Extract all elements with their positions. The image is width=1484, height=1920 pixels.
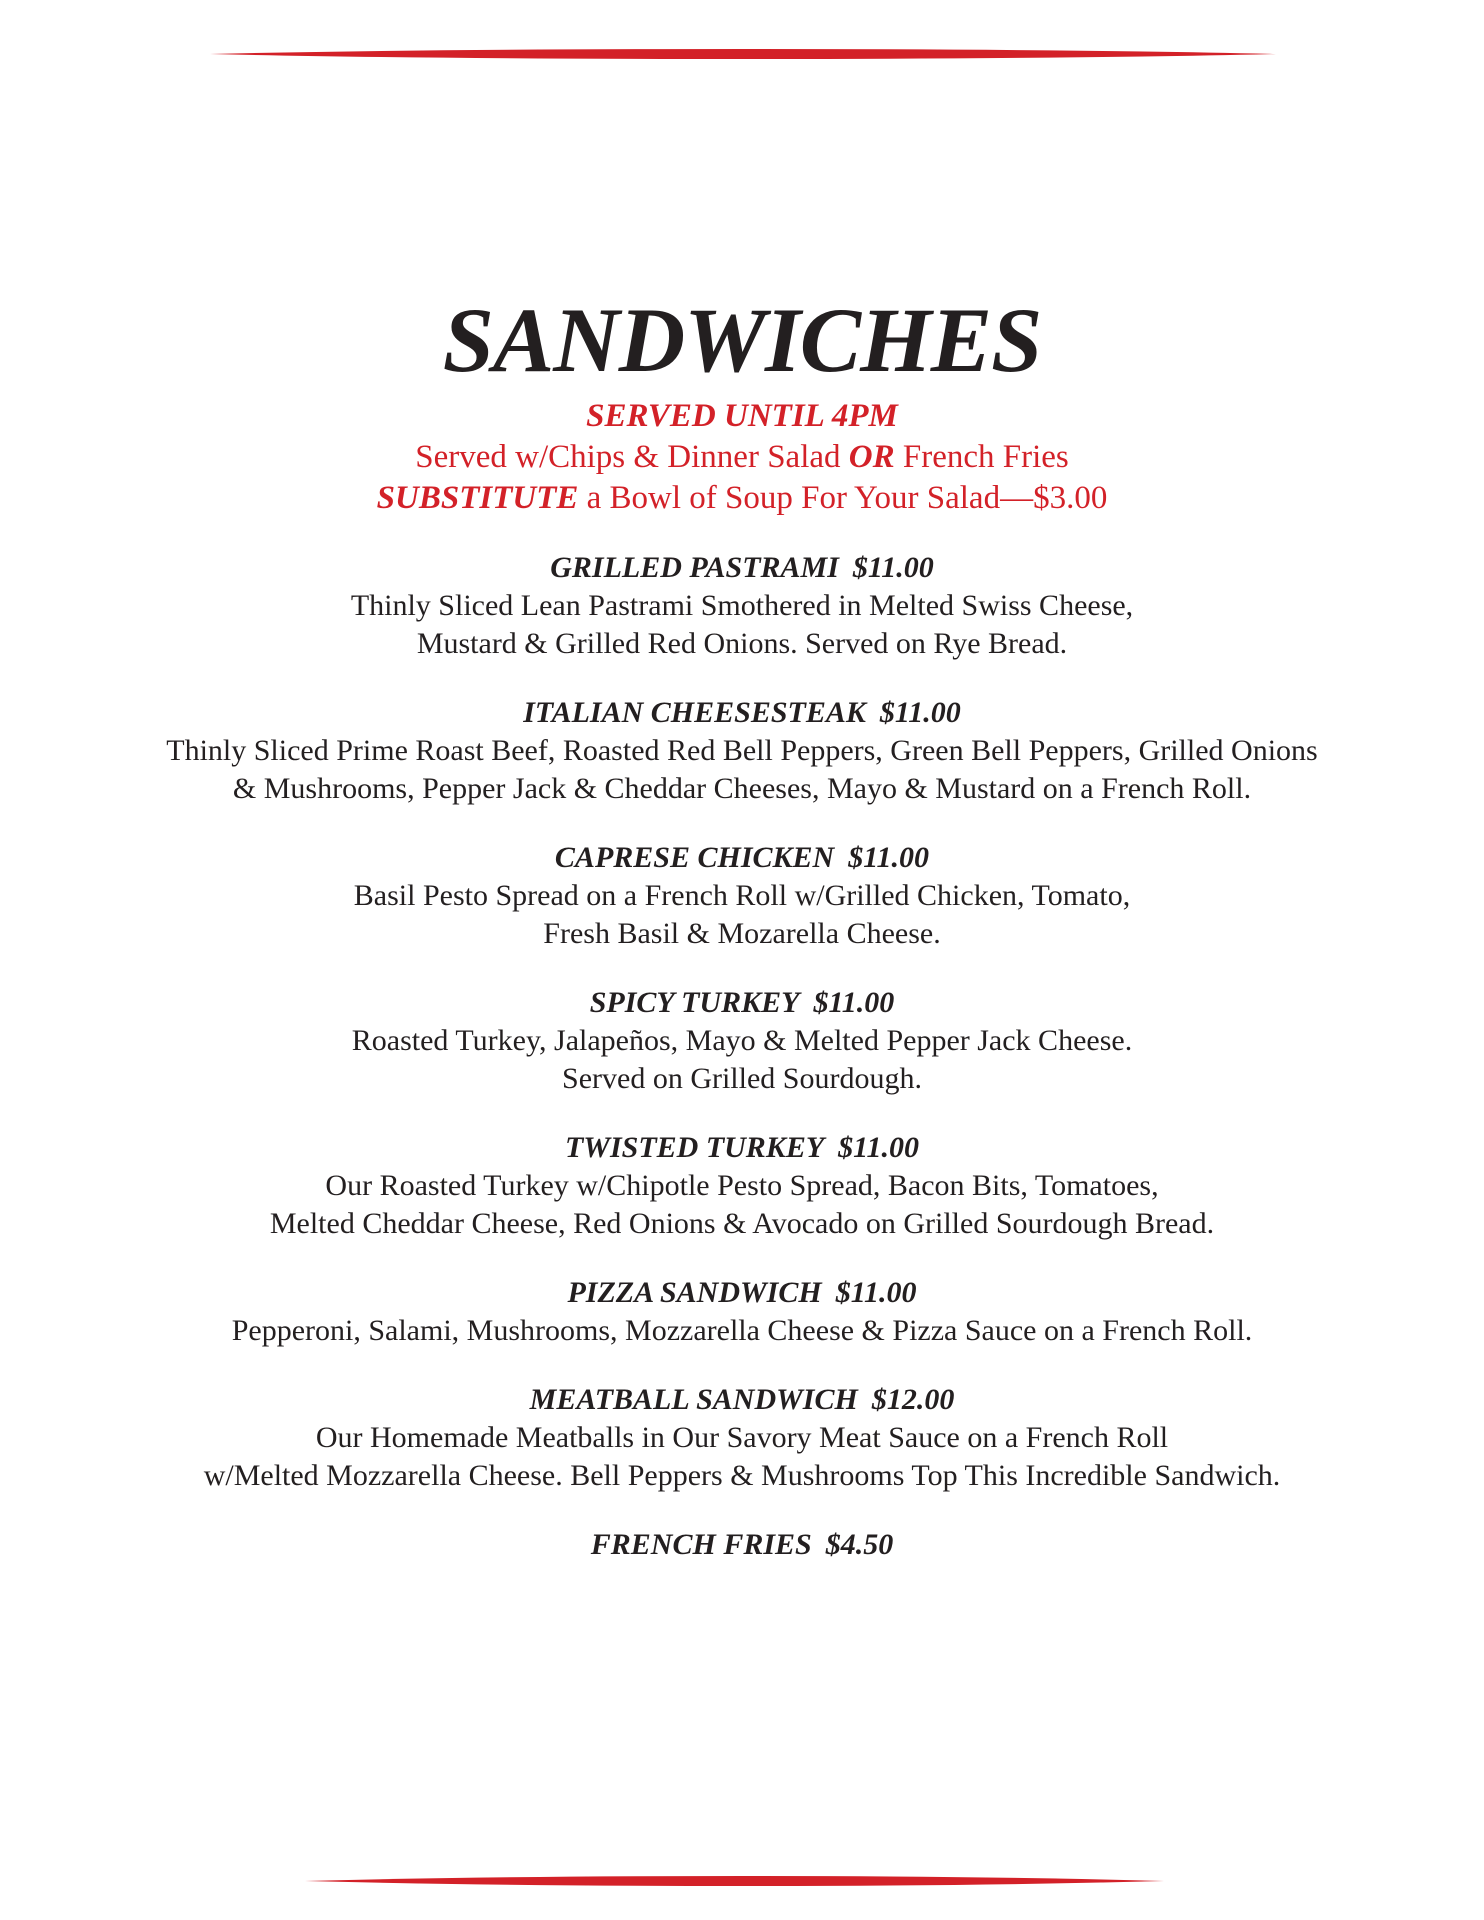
menu-item-heading — [0, 694, 1484, 732]
menu-item — [0, 549, 1484, 663]
menu-item-price: $11.00 — [838, 1131, 920, 1164]
menu-item-heading — [0, 1129, 1484, 1167]
substitute-note-em: SUBSTITUTE — [376, 480, 579, 516]
menu-item-name: TWISTED TURKEY — [564, 1131, 825, 1164]
menu-intro — [0, 396, 1484, 519]
menu-item — [0, 1129, 1484, 1243]
menu-item-heading — [0, 839, 1484, 877]
menu-item — [0, 1274, 1484, 1350]
menu-item-name: MEATBALL SANDWICH — [529, 1383, 858, 1416]
menu-item-price: $4.50 — [825, 1528, 894, 1561]
menu-item-description: Mustard & Grilled Red Onions. Served on Rye Bread. — [416, 627, 1068, 660]
menu-item — [0, 694, 1484, 808]
menu-item-description: Our Roasted Turkey w/Chipotle Pesto Spread, Bacon Bits, Tomatoes, — [325, 1169, 1159, 1202]
sides-note-text-a: Served w/Chips & Dinner Salad — [415, 439, 849, 475]
menu-item-name: FRENCH FRIES — [590, 1528, 812, 1561]
menu-item-description: Served on Grilled Sourdough. — [562, 1062, 922, 1095]
menu-item-description: Melted Cheddar Cheese, Red Onions & Avocado on Grilled Sourdough Bread. — [269, 1207, 1215, 1240]
menu-item-description: Pepperoni, Salami, Mushrooms, Mozzarella Cheese & Pizza Sauce on a French Roll. — [231, 1314, 1253, 1347]
sides-note-text-b: French Fries — [894, 439, 1069, 475]
menu-item-name: GRILLED PASTRAMI — [550, 551, 839, 584]
menu-item-name: CAPRESE CHICKEN — [554, 841, 835, 874]
sides-note-or: OR — [848, 439, 895, 475]
menu-item-price: $11.00 — [852, 551, 934, 584]
menu-item-description: Thinly Sliced Prime Roast Beef, Roasted Red Bell Peppers, Green Bell Peppers, Grilled Onions — [166, 734, 1318, 767]
menu-item — [0, 1381, 1484, 1495]
menu-item — [0, 984, 1484, 1098]
menu-items — [0, 549, 1484, 1564]
top-decorative-rule — [0, 48, 1484, 60]
menu-item-name: SPICY TURKEY — [589, 986, 800, 1019]
sides-note — [0, 437, 1484, 478]
menu-item-heading — [0, 549, 1484, 587]
menu-item-description: Our Homemade Meatballs in Our Savory Meat Sauce on a French Roll — [315, 1421, 1169, 1454]
substitute-note-text: a Bowl of Soup For Your Salad—$3.00 — [578, 480, 1108, 516]
menu-item-description: & Mushrooms, Pepper Jack & Cheddar Cheeses, Mayo & Mustard on a French Roll. — [232, 772, 1252, 805]
menu-item-price: $11.00 — [879, 696, 961, 729]
menu-item-price: $11.00 — [848, 841, 930, 874]
menu-item-description: Basil Pesto Spread on a French Roll w/Grilled Chicken, Tomato, — [353, 879, 1131, 912]
menu-item-heading — [0, 1381, 1484, 1419]
menu-item-name: PIZZA SANDWICH — [567, 1276, 822, 1309]
menu-item-description: Thinly Sliced Lean Pastrami Smothered in Melted Swiss Cheese, — [350, 589, 1134, 622]
menu-item-price: $11.00 — [813, 986, 895, 1019]
menu-item-heading — [0, 984, 1484, 1022]
menu-item-price: $12.00 — [871, 1383, 955, 1416]
menu-item-heading — [0, 1526, 1484, 1564]
menu-item-description: Roasted Turkey, Jalapeños, Mayo & Melted Pepper Jack Cheese. — [351, 1024, 1133, 1057]
menu-item — [0, 1526, 1484, 1564]
menu-item-description: w/Melted Mozzarella Cheese. Bell Peppers & Mushrooms Top This Incredible Sandwich. — [203, 1459, 1281, 1492]
menu-item-heading — [0, 1274, 1484, 1312]
menu-item-price: $11.00 — [835, 1276, 917, 1309]
menu-content — [0, 290, 1484, 1595]
page-title: SANDWICHES — [442, 289, 1042, 391]
menu-item — [0, 839, 1484, 953]
bottom-decorative-rule — [0, 1875, 1484, 1887]
menu-item-description: Fresh Basil & Mozarella Cheese. — [543, 917, 941, 950]
served-until-note: SERVED UNTIL 4PM — [586, 398, 898, 434]
substitute-note — [0, 478, 1484, 519]
menu-item-name: ITALIAN CHEESESTEAK — [523, 696, 866, 729]
